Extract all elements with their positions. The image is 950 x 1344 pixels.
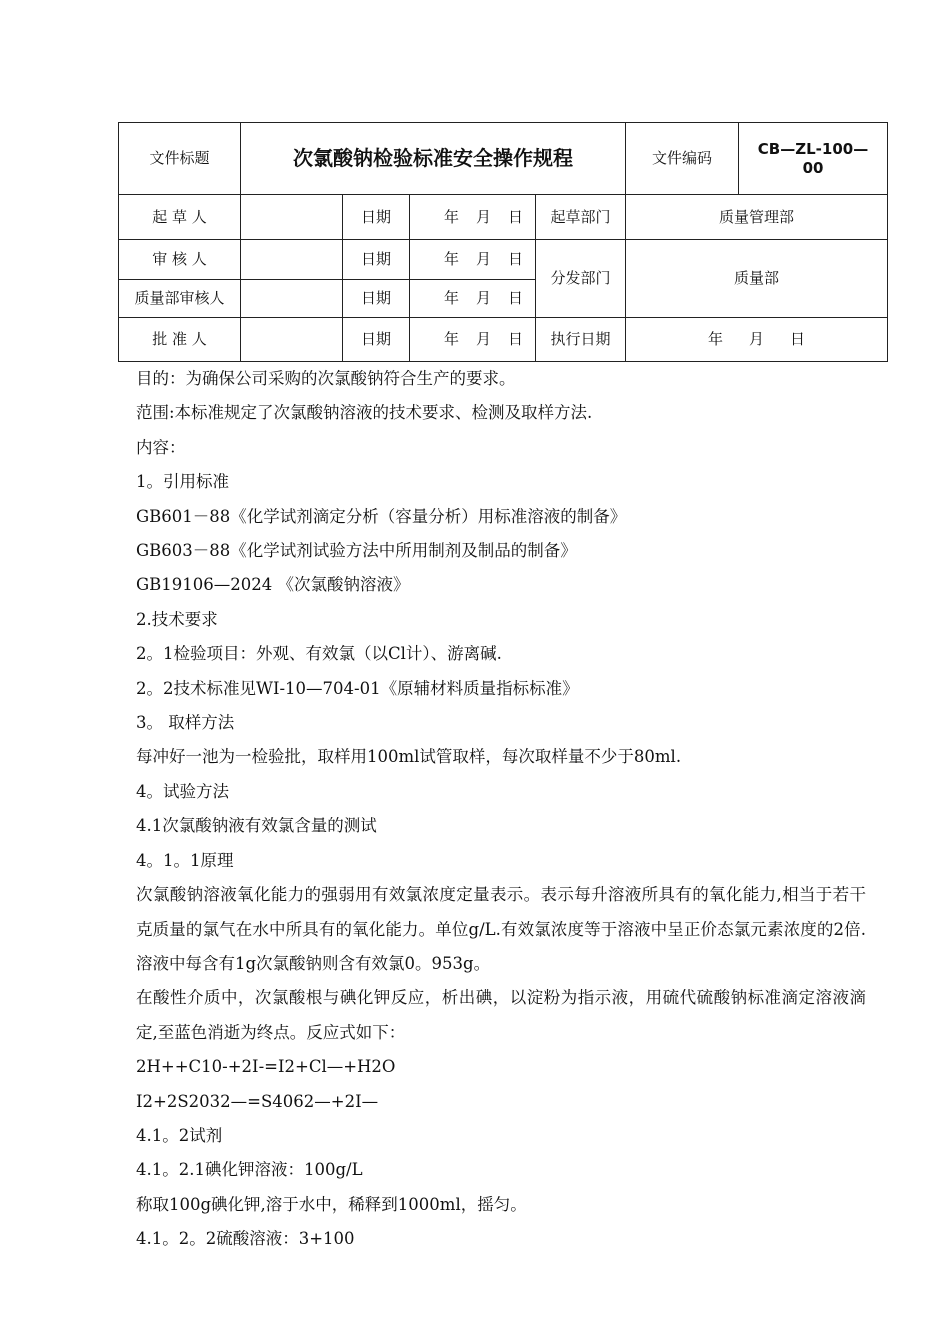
method-paragraph: 在酸性介质中，次氯酸根与碘化钾反应，析出碘，以淀粉为指示液，用硫代硫酸钠标准滴定溶液滴定,至蓝色消逝为终点。反应式如下： <box>136 988 866 1042</box>
body-line: 2。2技术标准见WI-10—704-01《原辅材料质量指标标准》 <box>136 678 579 698</box>
day-label: 日 <box>507 330 523 349</box>
approver-value <box>241 318 343 362</box>
dist-dept-label: 分发部门 <box>536 240 626 318</box>
body-line: GB19106—2024 《次氯酸钠溶液》 <box>136 575 410 595</box>
day-label: 日 <box>789 330 805 349</box>
year-label: 年 <box>444 330 460 349</box>
file-code-label: 文件编码 <box>626 123 739 195</box>
body-line: 3。 取样方法 <box>136 713 235 733</box>
approver-label: 批 准 人 <box>119 318 241 362</box>
body-line: 4.1次氯酸钠液有效氯含量的测试 <box>136 816 377 836</box>
body-line: 称取100g碘化钾,溶于水中，稀释到1000ml，摇匀。 <box>136 1194 527 1214</box>
date-label: 日期 <box>343 240 410 280</box>
year-label: 年 <box>708 330 724 349</box>
body-line: 每冲好一池为一检验批，取样用100ml试管取样，每次取样量不少于80ml. <box>136 747 682 767</box>
reaction-equation-2: I2+2S2032—=S4062—+2I— <box>136 1091 379 1111</box>
body-line: 4.1。2.1碘化钾溶液：100g/L <box>136 1160 363 1180</box>
body-line: 1。引用标准 <box>136 472 229 492</box>
body-line: 2.技术要求 <box>136 609 218 629</box>
review-date <box>410 240 536 280</box>
body-line: 范围:本标准规定了次氯酸钠溶液的技术要求、检测及取样方法. <box>136 403 593 423</box>
body-line: GB601－88《化学试剂滴定分析（容量分析）用标准溶液的制备》 <box>136 506 627 526</box>
body-line: 目的：为确保公司采购的次氯酸钠符合生产的要求。 <box>136 369 516 388</box>
day-label: 日 <box>507 250 523 269</box>
qa-review-date <box>410 280 536 318</box>
body-line: GB603－88《化学试剂试验方法中所用制剂及制品的制备》 <box>136 541 577 561</box>
body-line: 4。试验方法 <box>136 781 229 801</box>
document-header-table <box>118 122 888 362</box>
qa-reviewer-value <box>241 280 343 318</box>
reviewer-value <box>241 240 343 280</box>
file-code-value <box>739 123 888 195</box>
exec-date-label: 执行日期 <box>536 318 626 362</box>
day-label: 日 <box>507 289 523 308</box>
file-code-line2: 00 <box>802 158 824 177</box>
body-line: 4.1。2。2硫酸溶液：3+100 <box>136 1229 355 1249</box>
file-code-line1: CB—ZL-100— <box>757 139 869 158</box>
year-label: 年 <box>444 207 460 226</box>
day-label: 日 <box>507 207 523 226</box>
draft-dept-label: 起草部门 <box>536 195 626 240</box>
body-line: 4。1。1原理 <box>136 850 234 870</box>
year-label: 年 <box>444 250 460 269</box>
approve-date <box>410 318 536 362</box>
year-label: 年 <box>444 289 460 308</box>
document-body <box>136 362 866 1257</box>
draft-dept-value: 质量管理部 <box>626 195 888 240</box>
date-label: 日期 <box>343 195 410 240</box>
draft-date <box>410 195 536 240</box>
date-label: 日期 <box>343 318 410 362</box>
reaction-equation-1: 2H++C10-+2I-=I2+Cl—+H2O <box>136 1057 396 1077</box>
body-line: 内容： <box>136 437 186 457</box>
date-label: 日期 <box>343 280 410 318</box>
dist-dept-value: 质量部 <box>626 240 888 318</box>
principle-paragraph: 次氯酸钠溶液氧化能力的强弱用有效氯浓度定量表示。表示每升溶液所具有的氧化能力,相当于若干克质量的氯气在水中所具有的氧化能力。单位g/L.有效氯浓度等于溶液中呈正价态氯元素浓度的2倍.溶液中每含有1g次氯酸钠则含有效氯0。953g。 <box>136 885 866 973</box>
file-title-label: 文件标题 <box>119 123 241 195</box>
month-label: 月 <box>475 289 491 308</box>
reviewer-label: 审 核 人 <box>119 240 241 280</box>
month-label: 月 <box>748 330 764 349</box>
exec-date-value <box>626 318 888 362</box>
month-label: 月 <box>475 207 491 226</box>
body-line: 2。1检验项目：外观、有效氯（以Cl计）、游离碱. <box>136 644 502 664</box>
drafter-value <box>241 195 343 240</box>
drafter-label: 起 草 人 <box>119 195 241 240</box>
document-title: 次氯酸钠检验标准安全操作规程 <box>241 123 626 195</box>
month-label: 月 <box>475 330 491 349</box>
month-label: 月 <box>475 250 491 269</box>
qa-reviewer-label: 质量部审核人 <box>119 280 241 318</box>
body-line: 4.1。2试剂 <box>136 1125 223 1145</box>
